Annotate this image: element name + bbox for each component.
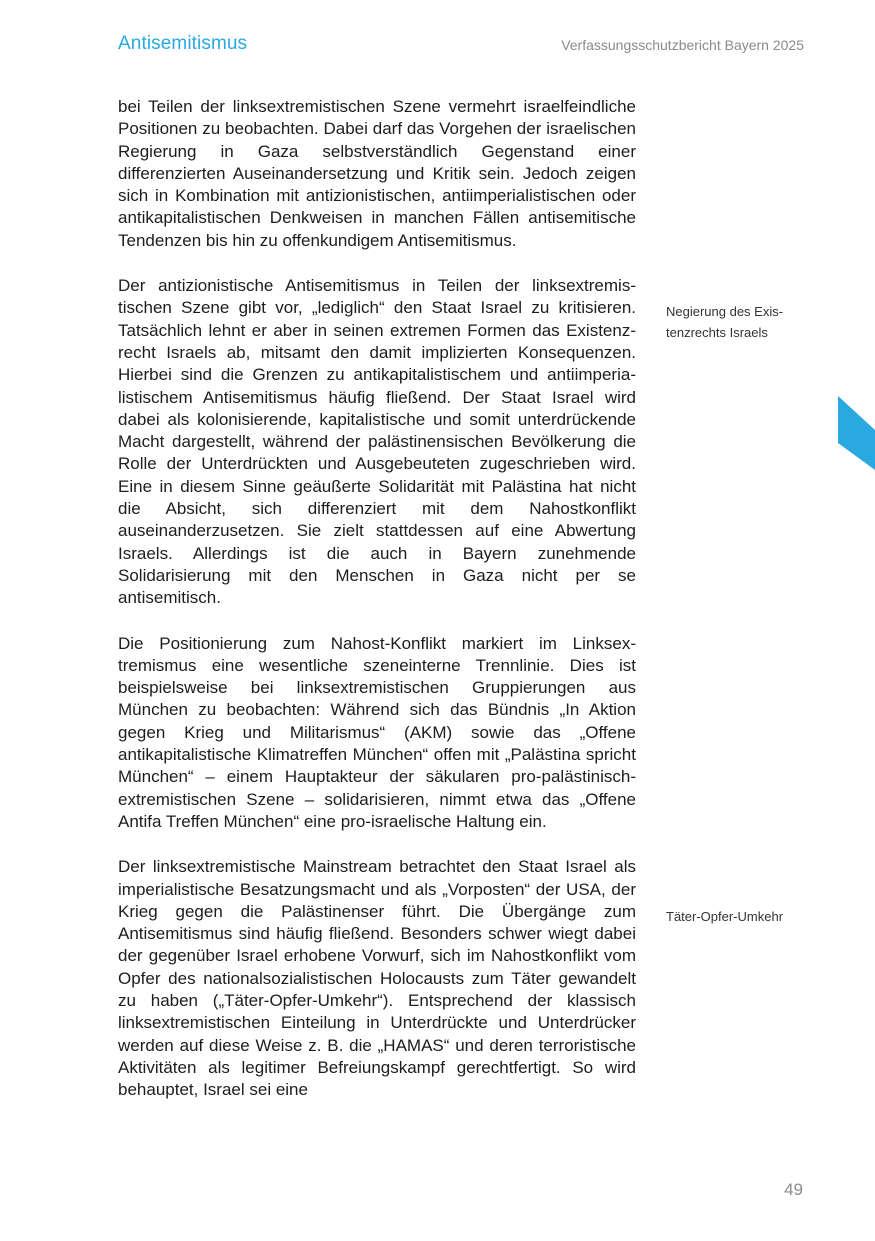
chapter-tab-marker xyxy=(838,396,875,470)
margin-note-existenzrecht: Negierung des Existenzrechts Israels xyxy=(666,304,784,340)
running-header-section: Antisemitismus xyxy=(118,33,248,54)
running-header-document-title: Verfassungsschutzbericht Bayern 2025 xyxy=(561,37,804,53)
body-paragraph-1: bei Teilen der linksextremistischen Szene vermehrt israelfeindliche Positionen zu beobachten. Dabei darf das Vorgehen der israelischen Regierung in Gaza selbstverständlich Gegenstand einer differenzierten Auseinandersetzung und Kritik sein. Jedoch zeigen sich in Kombination mit antizionistischen, antiimperialistischen oder antikapitalistischen Denkweisen in manchen Fällen antisemitische Tendenzen bis hin zu offenkundigem Antisemitismus. xyxy=(118,97,636,250)
body-paragraph-2: Der antizionistische Antisemitismus in Teilen der linksextremistischen Szene gibt vor, „lediglich“ den Staat Israel zu kritisieren. Tatsächlich lehnt er aber in seinen extremen Formen das Existenzrecht Israels ab, mitsamt den damit implizierten Konsequenzen. Hierbei sind die Grenzen zu antikapitalistischem und antiimperialistischem Antisemitismus häufig fließend. Der Staat Israel wird dabei als kolonisierende, kapitalistische und somit unterdrückende Macht dargestellt, während der palästinensischen Bevölkerung die Rolle der Unterdrückten und Ausgebeuteten zugeschrieben wird. Eine in diesem Sinne geäußerte Solidarität mit Palästina hat nicht die Absicht, sich differenziert mit dem Nahostkonflikt auseinanderzusetzen. Sie zielt stattdessen auf eine Abwertung Israels. Allerdings ist die auch in Bayern zunehmende Solidarisierung mit den Menschen in Gaza nicht per se antisemitisch. xyxy=(118,276,636,608)
body-paragraph-4: Der linksextremistische Mainstream betrachtet den Staat Israel als imperialistische Besatzungsmacht und als „Vorposten“ der USA, der Krieg gegen die Palästinenser führt. Die Übergänge zum Antisemitismus sind häufig fließend. Besonders schwer wiegt dabei der gegenüber Israel erhobene Vorwurf, sich im Nahostkonflikt vom Opfer des nationalsozialistischen Holocausts zum Täter gewandelt zu haben („Täter-Opfer-Umkehr“). Entsprechend der klassisch linksextremistischen Einteilung in Unterdrückte und Unterdrücker werden auf diese Weise z. B. die „HAMAS“ und deren terroristische Aktivitäten als legitimer Befreiungskampf gerechtfertigt. So wird behauptet, Israel sei eine xyxy=(118,857,636,1100)
chapter-tab-shape xyxy=(838,396,875,470)
body-paragraph-3: Die Positionierung zum Nahost-Konflikt markiert im Linksextremismus eine wesentliche szeneinterne Trennlinie. Dies ist beispielsweise bei linksextremistischen Gruppierungen aus München zu beobachten: Während sich das Bündnis „In Aktion gegen Krieg und Militarismus“ (AKM) sowie das „Offene antikapitalistische Klimatreffen München“ offen mit „Palästina spricht München“ – einem Hauptakteur der säkularen pro-palästinisch-extremistischen Szene – solidarisieren, nimmt etwa das „Offene Antifa Treffen München“ eine pro-israelische Haltung ein. xyxy=(118,633,636,831)
margin-note-taeter-opfer-umkehr: Täter-Opfer-Umkehr xyxy=(666,909,784,924)
page-number: 49 xyxy=(784,1180,803,1199)
main-text-column xyxy=(118,96,636,1124)
